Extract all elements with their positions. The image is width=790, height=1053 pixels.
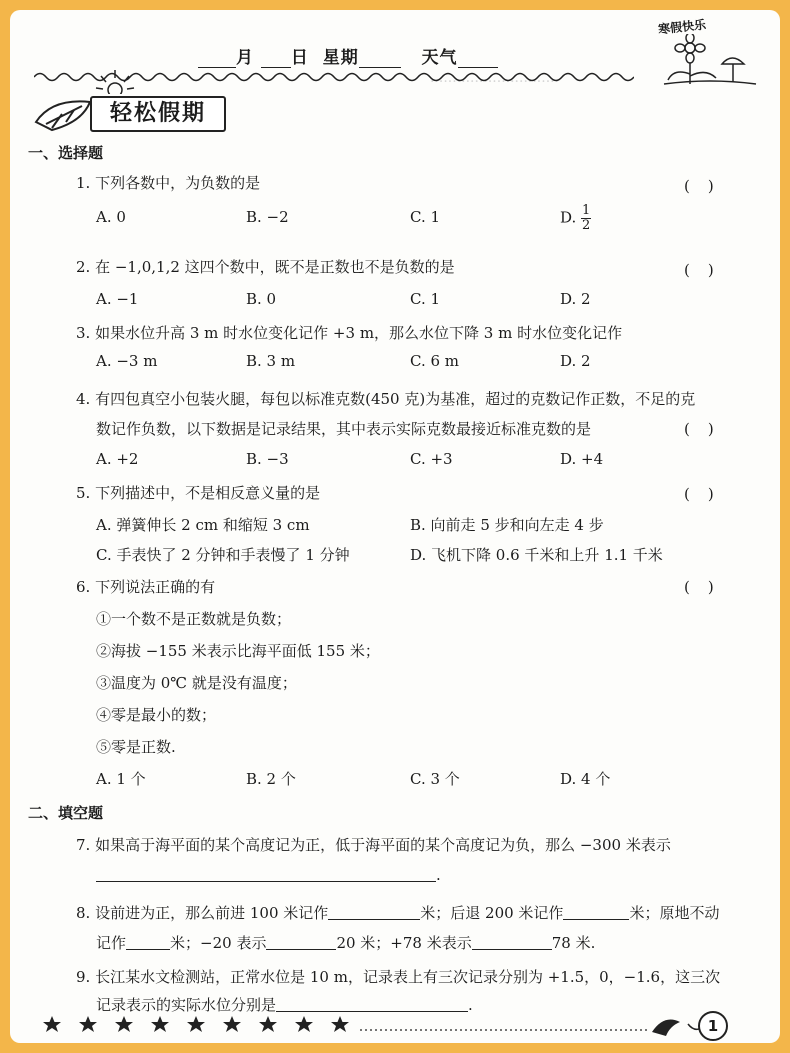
option-1a[interactable]: A. 0 xyxy=(96,208,126,226)
answer-line-7[interactable]: . xyxy=(96,866,441,884)
question-8-line1: 8. 设前进为正，那么前进 100 米记作 米；后退 200 米记作 米；原地不动 xyxy=(76,904,720,922)
question-1: 1. 下列各数中，为负数的是 xyxy=(76,174,261,192)
option-3c[interactable]: C. 6 m xyxy=(410,352,460,370)
answer-paren-5[interactable]: () xyxy=(684,485,732,503)
option-5c[interactable]: C. 手表快了 2 分钟和手表慢了 1 分钟 xyxy=(96,546,350,564)
weekday-label: 星期 xyxy=(322,48,359,68)
blank-8d[interactable] xyxy=(266,935,336,950)
option-1b[interactable]: B. −2 xyxy=(246,208,289,226)
banner-title: 轻松假期 xyxy=(90,96,226,132)
blank-8a[interactable] xyxy=(328,905,420,920)
answer-paren-4[interactable]: () xyxy=(684,420,732,438)
question-9-line1: 9. 长江某水文检测站，正常水位是 10 m，记录表上有三次记录分别为 +1.5，0，−1.6，这三次 xyxy=(76,968,721,986)
day-label: 日 xyxy=(290,48,309,68)
question-9-line2: 记录表示的实际水位分别是 . xyxy=(96,996,473,1014)
option-6a[interactable]: A. 1 个 xyxy=(96,770,146,788)
option-2c[interactable]: C. 1 xyxy=(410,290,441,308)
section-title-fill: 二、填空题 xyxy=(28,804,104,822)
question-7: 7. 如果高于海平面的某个高度记为正，低于海平面的某个高度记为负，那么 −300 米表示 xyxy=(76,836,671,854)
blank-8e[interactable] xyxy=(472,935,552,950)
option-3d[interactable]: D. 2 xyxy=(560,352,591,370)
option-3a[interactable]: A. −3 m xyxy=(96,352,158,370)
option-4d[interactable]: D. +4 xyxy=(560,450,604,468)
question-4-line1: 4. 有四包真空小包装火腿，每包以标准克数(450 克)为基准，超过的克数记作正数，不足的克 xyxy=(76,390,696,408)
option-2a[interactable]: A. −1 xyxy=(96,290,139,308)
question-2: 2. 在 −1,0,1,2 这四个数中，既不是正数也不是负数的是 xyxy=(76,258,455,276)
footer-decoration xyxy=(40,1010,770,1040)
option-1d[interactable]: D. $\frac{1}{2}$ xyxy=(560,203,591,233)
bleed-through-text: ····························· xyxy=(430,74,560,90)
option-1c[interactable]: C. 1 xyxy=(410,208,441,226)
question-3: 3. 如果水位升高 3 m 时水位变化记作 +3 m，那么水位下降 3 m 时水位变化记作 xyxy=(76,324,623,342)
page-number: 1 xyxy=(698,1011,728,1041)
content xyxy=(10,10,780,1043)
answer-paren-2[interactable]: () xyxy=(684,261,732,279)
option-5b[interactable]: B. 向前走 5 步和向左走 4 步 xyxy=(410,516,604,534)
question-5: 5. 下列描述中，不是相反意义量的是 xyxy=(76,484,321,502)
month-label: 月 xyxy=(236,48,254,68)
answer-paren-6[interactable]: () xyxy=(684,578,732,596)
section-title-choice: 一、选择题 xyxy=(28,144,104,162)
option-5d[interactable]: D. 飞机下降 0.6 千米和上升 1.1 千米 xyxy=(410,546,663,564)
blank-8c[interactable] xyxy=(126,935,170,950)
blank-7[interactable] xyxy=(96,867,436,882)
statement-1: ①一个数不是正数就是负数； xyxy=(96,610,292,628)
option-2b[interactable]: B. 0 xyxy=(246,290,277,308)
option-4b[interactable]: B. −3 xyxy=(246,450,289,468)
option-4c[interactable]: C. +3 xyxy=(410,450,453,468)
weather-label: 天气 xyxy=(421,48,458,68)
answer-paren-1[interactable]: () xyxy=(684,177,732,195)
option-4a[interactable]: A. +2 xyxy=(96,450,139,468)
statement-2: ②海拔 −155 米表示比海平面低 155 米； xyxy=(96,642,380,660)
option-2d[interactable]: D. 2 xyxy=(560,290,591,308)
fraction-half: $\frac{1}{2}$ xyxy=(582,203,591,233)
statement-5: ⑤零是正数. xyxy=(96,738,176,756)
worksheet-page xyxy=(10,10,780,1043)
question-4-line2: 数记作负数，以下数据是记录结果，其中表示实际克数最接近标准克数的是 xyxy=(96,420,592,438)
logo-text: 寒假快乐 xyxy=(657,17,707,37)
option-3b[interactable]: B. 3 m xyxy=(246,352,296,370)
option-6b[interactable]: B. 2 个 xyxy=(246,770,296,788)
question-6: 6. 下列说法正确的有 xyxy=(76,578,216,596)
option-6d[interactable]: D. 4 个 xyxy=(560,770,611,788)
blank-8b[interactable] xyxy=(563,905,629,920)
option-6c[interactable]: C. 3 个 xyxy=(410,770,460,788)
statement-4: ④零是最小的数； xyxy=(96,706,217,724)
option-5a[interactable]: A. 弹簧伸长 2 cm 和缩短 3 cm xyxy=(96,516,310,534)
question-8-line2: 记作 米；−20 表示 20 米；+78 米表示 78 米. xyxy=(96,934,596,952)
statement-3: ③温度为 0℃ 就是没有温度； xyxy=(96,674,297,692)
